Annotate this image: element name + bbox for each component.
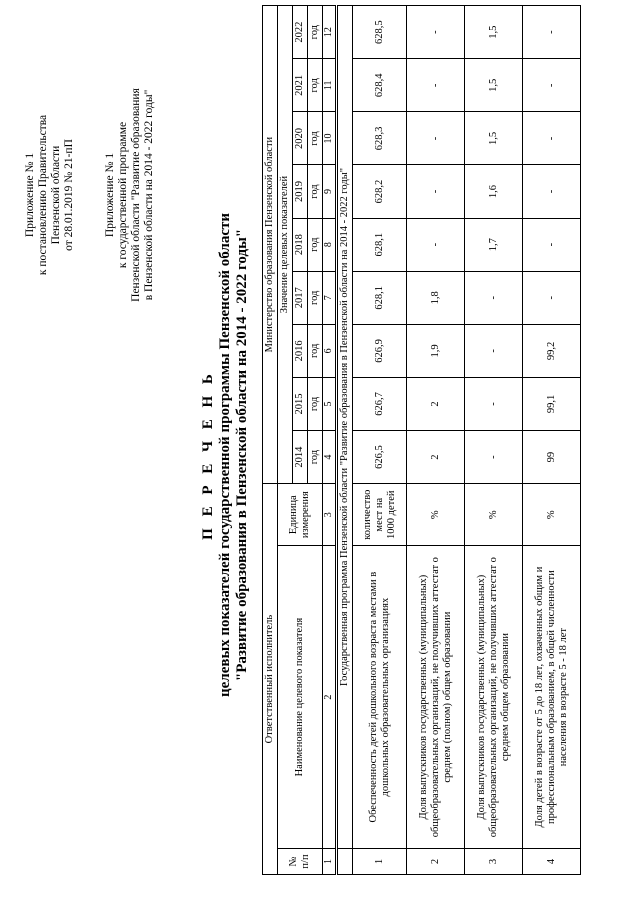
row-value: - <box>465 324 523 377</box>
document-title-word: П Е Р Е Ч Е Н Ь <box>200 370 216 540</box>
appendix-line: в Пензенской области на 2014 - 2022 годы" <box>143 89 155 301</box>
program-row-title: Государственная программа Пензенской области "Развитие образования в Пензенской области на 2014 - 2022 годы" <box>337 6 353 849</box>
header-year-suffix: год <box>308 431 323 484</box>
row-value: 1,5 <box>465 112 523 165</box>
appendix-line: Приложение № 1 <box>104 152 116 238</box>
appendix-line: от 28.01.2019 № 21-пП <box>63 139 75 251</box>
appendix-line: Пензенской области <box>50 145 62 245</box>
row-value: 628,5 <box>353 6 407 59</box>
header-year: 2021 <box>293 59 308 112</box>
row-unit: % <box>523 484 581 546</box>
row-value: - <box>523 6 581 59</box>
column-number: 9 <box>323 165 337 218</box>
header-year-suffix: год <box>308 112 323 165</box>
row-value: - <box>523 165 581 218</box>
row-value: - <box>407 165 465 218</box>
row-value: 628,4 <box>353 59 407 112</box>
header-year: 2016 <box>293 324 308 377</box>
column-number: 2 <box>323 546 337 849</box>
column-number: 11 <box>323 59 337 112</box>
row-value: 2 <box>407 377 465 430</box>
row-value: - <box>407 218 465 271</box>
row-value: - <box>523 218 581 271</box>
row-value: 628,3 <box>353 112 407 165</box>
table-row <box>465 6 523 875</box>
row-num: 2 <box>407 848 465 874</box>
column-number: 12 <box>323 6 337 59</box>
row-value: 1,6 <box>465 165 523 218</box>
row-value: 2 <box>407 431 465 484</box>
appendix-line: к постановлению Правительства <box>37 114 49 276</box>
row-value: - <box>523 112 581 165</box>
row-indicator-name: Доля выпускников государственных (муниципальных) общеобразовательных организаций, не получивших аттестат о среднем общем образовании <box>465 546 523 849</box>
row-unit: количество мест на 1000 детей <box>353 484 407 546</box>
row-num: 3 <box>465 848 523 874</box>
row-value: 99 <box>523 431 581 484</box>
row-indicator-name: Доля выпускников государственных (муниципальных) общеобразовательных организаций, не получивших аттестат о среднем (полном) общем образовании <box>407 546 465 849</box>
row-value: 628,2 <box>353 165 407 218</box>
appendix-line: к государственной программе <box>117 121 129 269</box>
column-number: 1 <box>323 848 337 874</box>
row-value: 99,2 <box>523 324 581 377</box>
row-value: 1,5 <box>465 59 523 112</box>
responsible-label: Ответственный исполнитель <box>263 484 278 875</box>
row-indicator-name: Обеспеченность детей дошкольного возраста местами в дошкольных образовательных организациях <box>353 546 407 849</box>
header-year: 2015 <box>293 377 308 430</box>
header-num: № п/п <box>278 848 323 874</box>
row-unit: % <box>465 484 523 546</box>
row-value: 99,1 <box>523 377 581 430</box>
header-year-suffix: год <box>308 59 323 112</box>
responsible-value: Министерство образования Пензенской области <box>263 6 278 484</box>
row-num: 4 <box>523 848 581 874</box>
column-number: 6 <box>323 324 337 377</box>
row-value: - <box>465 377 523 430</box>
appendix-line: Приложение № 1 <box>24 152 36 238</box>
column-number: 5 <box>323 377 337 430</box>
row-value: - <box>465 431 523 484</box>
column-number: 7 <box>323 271 337 324</box>
header-year: 2019 <box>293 165 308 218</box>
header-year-suffix: год <box>308 165 323 218</box>
header-unit: Единица измерения <box>278 484 323 546</box>
row-value: 1,8 <box>407 271 465 324</box>
document-title-line-1: целевых показателей государственной программы Пензенской области <box>217 213 233 698</box>
column-number: 3 <box>323 484 337 546</box>
row-value: - <box>407 112 465 165</box>
row-value: 626,7 <box>353 377 407 430</box>
program-row-num <box>337 848 353 874</box>
row-value: 628,1 <box>353 271 407 324</box>
row-value: 626,5 <box>353 431 407 484</box>
document-title-line-2: "Развитие образования в Пензенской области на 2014 - 2022 годы" <box>234 228 250 682</box>
appendix-note-decree <box>24 45 76 345</box>
row-indicator-name: Доля детей в возрасте от 5 до 18 лет, охваченных общим и профессиональным образованием, в общей численности населения в возрасте 5 - 18 лет <box>523 546 581 849</box>
header-year: 2017 <box>293 271 308 324</box>
row-value: 1,9 <box>407 324 465 377</box>
header-year-suffix: год <box>308 377 323 430</box>
header-year: 2020 <box>293 112 308 165</box>
row-value: - <box>523 59 581 112</box>
row-value: 1,7 <box>465 218 523 271</box>
row-value: 626,9 <box>353 324 407 377</box>
row-value: 628,1 <box>353 218 407 271</box>
header-year-suffix: год <box>308 271 323 324</box>
row-num: 1 <box>353 848 407 874</box>
row-value: 1,5 <box>465 6 523 59</box>
header-year-suffix: год <box>308 218 323 271</box>
appendix-note-program <box>104 45 156 345</box>
row-value: - <box>523 271 581 324</box>
header-year-suffix: год <box>308 6 323 59</box>
row-value: - <box>407 6 465 59</box>
header-year: 2018 <box>293 218 308 271</box>
indicators-table <box>262 5 581 875</box>
header-values: Значение целевых показателей <box>278 6 293 484</box>
header-year-suffix: год <box>308 324 323 377</box>
header-year: 2022 <box>293 6 308 59</box>
column-number: 10 <box>323 112 337 165</box>
table-row <box>407 6 465 875</box>
header-year: 2014 <box>293 431 308 484</box>
row-value: - <box>465 271 523 324</box>
row-value: - <box>407 59 465 112</box>
header-name: Наименование целевого показателя <box>278 546 323 849</box>
appendix-line: Пензенской области "Развитие образования <box>130 88 142 302</box>
table-row <box>523 6 581 875</box>
column-number: 8 <box>323 218 337 271</box>
column-number: 4 <box>323 431 337 484</box>
table-row <box>353 6 407 875</box>
row-unit: % <box>407 484 465 546</box>
